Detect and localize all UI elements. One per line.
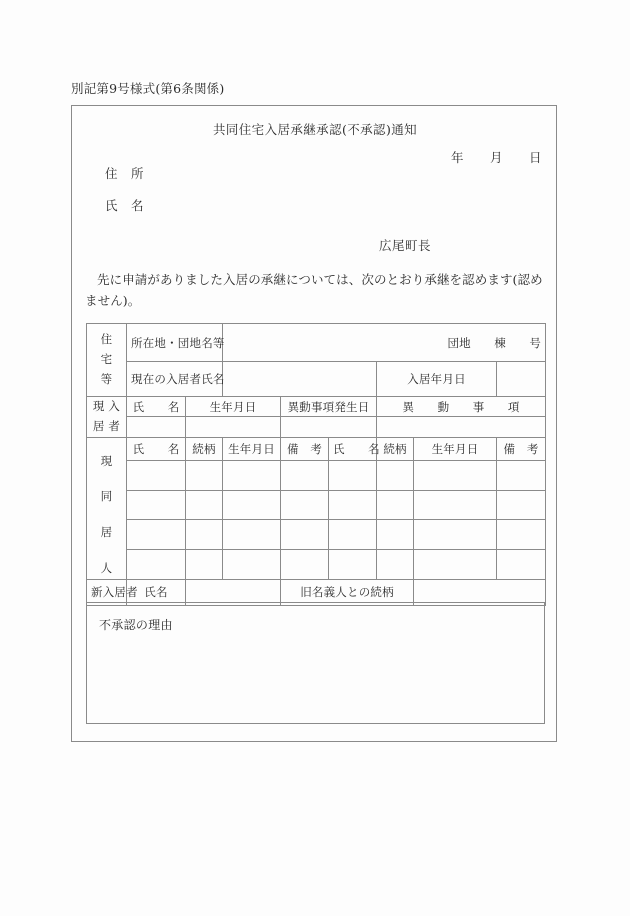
cr-header-name: 氏 名 [127, 397, 186, 417]
new-resident-name-label: 氏名 [127, 579, 186, 605]
co-cell-r3-c1[interactable] [186, 549, 223, 579]
cr-header-change-item: 異 動 事 項 [377, 397, 546, 417]
co-header-name-2: 氏 名 [329, 437, 377, 460]
issuer-name: 広尾町長 [379, 238, 432, 253]
co-cell-r2-c1[interactable] [186, 520, 223, 550]
co-cell-r2-c5[interactable] [377, 520, 414, 550]
page-title: 共同住宅入居承継承認(不承認)通知 [212, 122, 418, 137]
co-header-birthdate-2: 生年月日 [414, 437, 497, 460]
cr-header-change-date: 異動事項発生日 [281, 397, 377, 417]
co-header-relation-2: 続柄 [377, 437, 414, 460]
co-cell-r3-c6[interactable] [414, 549, 497, 579]
co-cell-r2-c0[interactable] [127, 520, 186, 550]
co-header-note-2: 備 考 [497, 437, 546, 460]
recipient-address-label: 住 所 [105, 166, 145, 181]
table-row [87, 362, 546, 397]
reason-label: 不承認の理由 [99, 618, 173, 632]
dwelling-vlabel-char-2: 宅 [100, 352, 113, 367]
table-row [87, 549, 546, 579]
new-resident-relation-label: 旧名義人との続柄 [281, 579, 414, 605]
cr-cell-change-date[interactable] [281, 417, 377, 437]
co-vlabel-char-3: 居 [100, 525, 113, 540]
co-cell-r0-c2[interactable] [223, 461, 281, 491]
co-cell-r3-c4[interactable] [329, 549, 377, 579]
co-vlabel-char-2: 同 [100, 489, 113, 504]
co-cell-r1-c5[interactable] [377, 490, 414, 520]
dwelling-vertical-label [87, 324, 127, 397]
current-resident-vertical-label [87, 397, 127, 438]
form-table [86, 323, 546, 606]
table-row [87, 397, 546, 417]
co-cell-r3-c7[interactable] [497, 549, 546, 579]
cr-header-birthdate: 生年月日 [186, 397, 281, 417]
co-cell-r1-c3[interactable] [281, 490, 329, 520]
cr-vlabel-char-2: 居 者 [92, 418, 121, 433]
cr-cell-name[interactable] [127, 417, 186, 437]
co-cell-r0-c1[interactable] [186, 461, 223, 491]
co-cell-r1-c7[interactable] [497, 490, 546, 520]
co-cell-r0-c7[interactable] [497, 461, 546, 491]
co-cell-r2-c3[interactable] [281, 520, 329, 550]
recipient-name-label: 氏 名 [105, 198, 145, 213]
co-cell-r1-c2[interactable] [223, 490, 281, 520]
co-cell-r2-c4[interactable] [329, 520, 377, 550]
body-paragraph: 先に申請がありました入居の承継については、次のとおり承継を認めます(認めません)。 [85, 272, 543, 309]
table-row [87, 437, 546, 460]
cr-cell-birthdate[interactable] [186, 417, 281, 437]
form-number: 別記第9号様式(第6条関係) [71, 81, 225, 96]
recipient-block [105, 164, 144, 228]
dwelling-vlabel-char-1: 住 [100, 332, 113, 347]
co-header-relation-1: 続柄 [186, 437, 223, 460]
co-header-name-1: 氏 名 [127, 437, 186, 460]
co-cell-r0-c4[interactable] [329, 461, 377, 491]
co-header-note-1: 備 考 [281, 437, 329, 460]
co-cell-r0-c5[interactable] [377, 461, 414, 491]
cr-cell-change-item[interactable] [377, 417, 546, 437]
table-row [87, 461, 546, 491]
table-row [87, 520, 546, 550]
co-cell-r1-c0[interactable] [127, 490, 186, 520]
date-day-label: 日 [528, 150, 542, 165]
current-resident-name-value[interactable] [223, 362, 377, 397]
movein-date-label: 入居年月日 [377, 362, 497, 397]
co-cell-r1-c6[interactable] [414, 490, 497, 520]
table-row [87, 324, 546, 362]
new-resident-label: 新入居者 [87, 579, 127, 605]
dwelling-vlabel-char-3: 等 [100, 371, 113, 386]
document-frame [71, 105, 557, 742]
co-cell-r1-c4[interactable] [329, 490, 377, 520]
location-units[interactable]: 団地 棟 号 [223, 324, 546, 362]
co-header-birthdate-1: 生年月日 [223, 437, 281, 460]
cr-vlabel-char-1: 現 入 [92, 399, 121, 413]
co-vlabel-char-4: 人 [100, 560, 113, 575]
table-row [87, 490, 546, 520]
current-resident-name-label: 現在の入居者氏名 [127, 362, 223, 397]
co-cell-r0-c6[interactable] [414, 461, 497, 491]
movein-date-value[interactable] [497, 362, 546, 397]
co-cell-r2-c6[interactable] [414, 520, 497, 550]
co-cell-r1-c1[interactable] [186, 490, 223, 520]
co-cell-r2-c7[interactable] [497, 520, 546, 550]
date-year-label: 年 [450, 150, 464, 165]
co-cell-r3-c2[interactable] [223, 549, 281, 579]
co-cell-r3-c3[interactable] [281, 549, 329, 579]
co-vlabel-char-1: 現 [100, 453, 113, 468]
co-cell-r0-c3[interactable] [281, 461, 329, 491]
reason-box[interactable] [86, 602, 545, 724]
co-cell-r2-c2[interactable] [223, 520, 281, 550]
co-cell-r0-c0[interactable] [127, 461, 186, 491]
date-line [451, 148, 542, 166]
co-cell-r3-c0[interactable] [127, 549, 186, 579]
co-cell-r3-c5[interactable] [377, 549, 414, 579]
cohabitants-vertical-label [87, 437, 127, 579]
location-label: 所在地・団地名等 [127, 324, 223, 362]
table-row [87, 417, 546, 437]
date-month-label: 月 [489, 150, 503, 165]
